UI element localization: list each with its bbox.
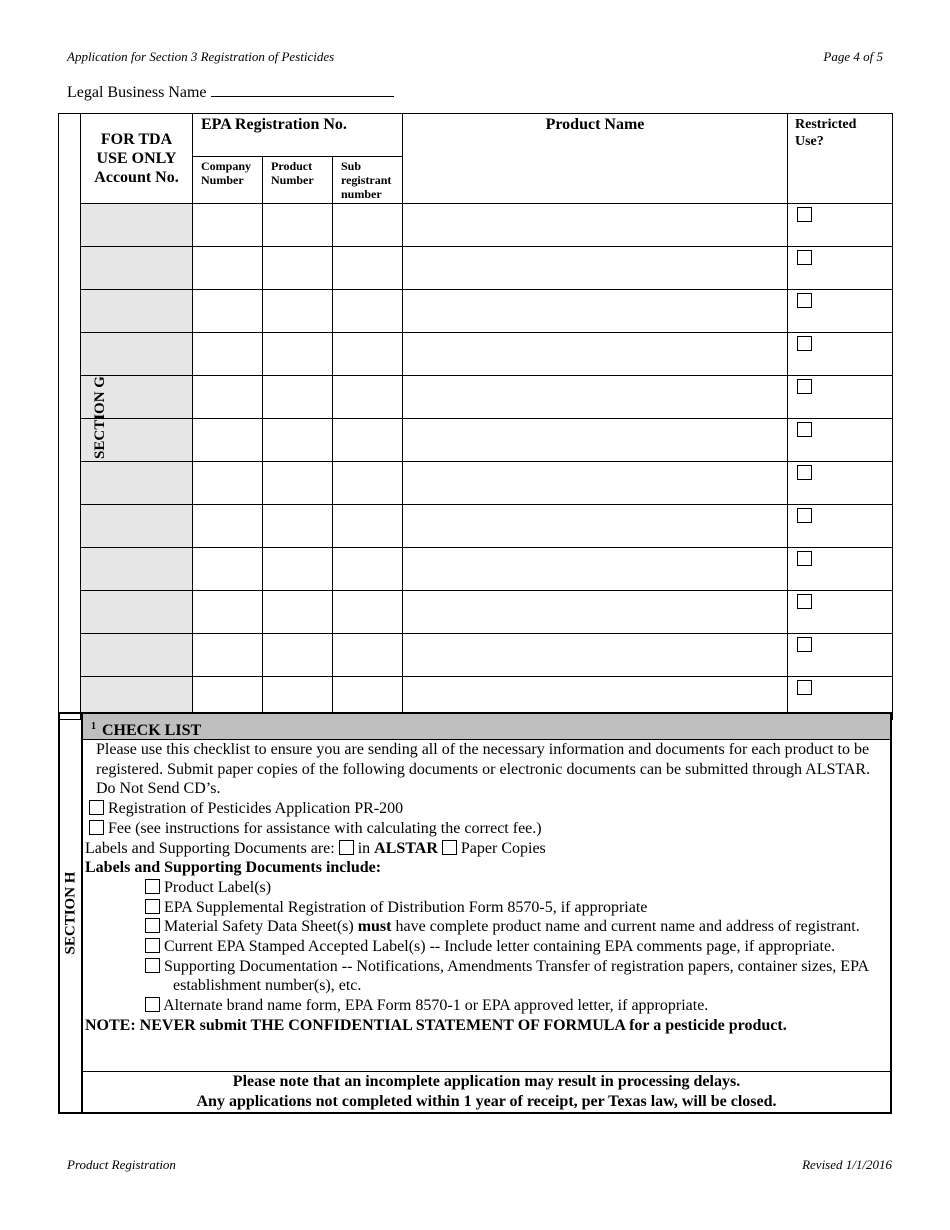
sub-registrant-header-line-1: Sub	[341, 159, 362, 173]
product-number-cell[interactable]	[263, 333, 333, 376]
pr200-label: Registration of Pesticides Application PR-200	[108, 800, 404, 818]
restricted-use-cell	[788, 548, 893, 591]
section-h-label: SECTION H	[62, 871, 78, 955]
msds-checkbox[interactable]	[145, 918, 160, 933]
epa-registration-header: EPA Registration No.	[193, 114, 403, 157]
restricted-use-cell	[788, 333, 893, 376]
table-row	[59, 247, 893, 290]
pr200-checkbox[interactable]	[89, 800, 104, 815]
section-g-label: SECTION G	[91, 375, 108, 459]
legal-business-name-row	[67, 82, 394, 102]
table-row	[59, 505, 893, 548]
tda-header-line-2: USE ONLY	[96, 150, 177, 167]
checklist-title-bar	[83, 714, 890, 740]
tda-account-cell	[81, 505, 193, 548]
table-row	[59, 376, 893, 419]
product-label-checkbox[interactable]	[145, 879, 160, 894]
checklist-sub-msds	[83, 917, 890, 937]
product-name-cell[interactable]	[403, 333, 788, 376]
product-name-cell[interactable]	[403, 376, 788, 419]
restricted-use-header	[788, 114, 893, 204]
product-number-cell[interactable]	[263, 634, 333, 677]
one-year-closure-notice: Any applications not completed within 1 year of receipt, per Texas law, will be closed.	[196, 1092, 777, 1110]
page-number: Page 4 of 5	[823, 49, 883, 64]
product-name-cell[interactable]	[403, 505, 788, 548]
restricted-use-checkbox[interactable]	[797, 379, 812, 394]
supporting-docs-text: Supporting Documentation -- Notifications, Amendments Transfer of registration papers, container sizes, EPA establishment number(s), etc.	[164, 957, 869, 995]
section-g-label-cell	[59, 114, 108, 720]
table-row	[59, 419, 893, 462]
product-name-cell[interactable]	[403, 462, 788, 505]
fee-label: Fee (see instructions for assistance with calculating the correct fee.)	[108, 819, 542, 837]
product-number-cell[interactable]	[263, 462, 333, 505]
paper-copies-checkbox[interactable]	[442, 840, 457, 855]
section-g-table	[58, 113, 893, 720]
tda-account-cell	[81, 333, 193, 376]
product-number-cell[interactable]	[263, 204, 333, 247]
tda-account-cell	[81, 591, 193, 634]
labels-include-heading: Labels and Supporting Documents include:	[85, 859, 382, 877]
table-row	[59, 634, 893, 677]
sub-registrant-cell[interactable]	[333, 333, 403, 376]
stamped-label-checkbox[interactable]	[145, 938, 160, 953]
form-title: Application for Section 3 Registration of Pesticides	[67, 49, 335, 64]
restricted-use-checkbox[interactable]	[797, 422, 812, 437]
tda-account-cell	[81, 247, 193, 290]
restricted-use-checkbox[interactable]	[797, 250, 812, 265]
restricted-use-cell	[788, 505, 893, 548]
restricted-header-line-1: Restricted	[795, 117, 857, 132]
checklist-title: CHECK LIST	[102, 722, 202, 739]
checklist-note: NOTE: NEVER submit THE CONFIDENTIAL STATEMENT OF FORMULA for a pesticide product.	[85, 1016, 787, 1034]
tda-account-cell	[81, 290, 193, 333]
table-row	[59, 462, 893, 505]
sub-registrant-cell[interactable]	[333, 419, 403, 462]
epa-supplemental-checkbox[interactable]	[145, 899, 160, 914]
alternate-brand-text: Alternate brand name form, EPA Form 8570-1 or EPA approved letter, if appropriate.	[163, 997, 709, 1015]
tda-account-cell	[81, 548, 193, 591]
product-name-cell[interactable]	[403, 419, 788, 462]
restricted-use-cell	[788, 290, 893, 333]
checklist-sub-product-label	[83, 878, 890, 898]
product-number-cell[interactable]	[263, 419, 333, 462]
section-h-checklist	[58, 712, 892, 1114]
paper-copies-label: Paper Copies	[460, 839, 546, 857]
checklist-intro: Please use this checklist to ensure you are sending all of the necessary information and documents for each product to be registered. Submit paper copies of the following documents or electronic documents can be submitted through ALSTAR. Do Not Send CD’s.	[96, 741, 871, 798]
checklist-item-fee	[83, 819, 890, 839]
tda-account-header	[81, 114, 193, 204]
product-number-cell[interactable]	[263, 591, 333, 634]
tda-account-cell	[81, 204, 193, 247]
company-number-cell[interactable]	[193, 247, 263, 290]
product-number-header-line-2: Number	[271, 173, 314, 187]
restricted-use-checkbox[interactable]	[797, 680, 812, 695]
footer-left: Product Registration	[67, 1157, 176, 1172]
table-row	[59, 290, 893, 333]
fee-checkbox[interactable]	[89, 820, 104, 835]
legal-business-name-field[interactable]	[211, 82, 394, 97]
msds-text-pre: Material Safety Data Sheet(s)	[164, 918, 354, 936]
company-number-cell[interactable]	[193, 548, 263, 591]
restricted-use-cell	[788, 634, 893, 677]
table-row	[59, 204, 893, 247]
checklist-sub-epa-supplemental	[83, 898, 890, 918]
restricted-use-checkbox[interactable]	[797, 508, 812, 523]
restricted-use-cell	[788, 591, 893, 634]
checklist-sub-stamped-label	[83, 937, 890, 957]
product-name-cell[interactable]	[403, 204, 788, 247]
sub-registrant-header	[333, 157, 403, 204]
alternate-brand-checkbox[interactable]	[145, 997, 160, 1012]
sub-registrant-cell[interactable]	[333, 634, 403, 677]
alstar-checkbox[interactable]	[339, 840, 354, 855]
restricted-use-cell	[788, 376, 893, 419]
footer-revised: Revised 1/1/2016	[802, 1157, 892, 1172]
restricted-use-cell	[788, 419, 893, 462]
product-name-cell[interactable]	[403, 591, 788, 634]
product-number-cell[interactable]	[263, 247, 333, 290]
legal-business-name-label: Legal Business Name	[67, 84, 207, 101]
sub-registrant-cell[interactable]	[333, 247, 403, 290]
table-row	[59, 548, 893, 591]
msds-text-must: must	[357, 918, 392, 936]
company-header-line-1: Company	[201, 159, 252, 173]
company-number-cell[interactable]	[193, 290, 263, 333]
company-number-cell[interactable]	[193, 591, 263, 634]
restricted-use-cell	[788, 247, 893, 290]
product-number-cell[interactable]	[263, 376, 333, 419]
restricted-use-cell	[788, 204, 893, 247]
checklist-content	[83, 740, 890, 1036]
restricted-use-checkbox[interactable]	[797, 465, 812, 480]
table-row	[59, 591, 893, 634]
restricted-use-cell	[788, 462, 893, 505]
checklist-footer	[83, 1071, 890, 1112]
labels-format-label: Labels and Supporting Documents are:	[85, 839, 335, 857]
company-number-cell[interactable]	[193, 376, 263, 419]
epa-supplemental-text: EPA Supplemental Registration of Distribution Form 8570-5, if appropriate	[164, 898, 648, 916]
restricted-use-checkbox[interactable]	[797, 637, 812, 652]
checklist-sub-alternate-brand	[83, 996, 890, 1016]
product-name-header: Product Name	[403, 114, 788, 204]
sub-registrant-cell[interactable]	[333, 376, 403, 419]
sub-registrant-header-line-2: registrant	[341, 173, 392, 187]
sub-registrant-cell[interactable]	[333, 462, 403, 505]
sub-registrant-cell[interactable]	[333, 290, 403, 333]
labels-format-row	[83, 839, 890, 859]
restricted-use-checkbox[interactable]	[797, 293, 812, 308]
company-number-cell[interactable]	[193, 204, 263, 247]
checklist-sub-supporting-docs	[83, 957, 890, 996]
section-h-label-cell	[60, 714, 83, 1112]
product-name-cell[interactable]	[403, 290, 788, 333]
tda-account-cell	[81, 634, 193, 677]
company-number-cell[interactable]	[193, 333, 263, 376]
tda-header-line-1: FOR TDA	[100, 131, 173, 148]
tda-account-cell	[81, 462, 193, 505]
restricted-use-checkbox[interactable]	[797, 594, 812, 609]
product-name-cell[interactable]	[403, 247, 788, 290]
company-number-cell[interactable]	[193, 505, 263, 548]
restricted-use-checkbox[interactable]	[797, 551, 812, 566]
alstar-in-text: in	[357, 839, 371, 857]
alstar-label: ALSTAR	[374, 839, 438, 857]
msds-text-post: have complete product name and current name and address of registrant.	[395, 918, 860, 936]
product-number-cell[interactable]	[263, 290, 333, 333]
checklist-item-pr200	[83, 799, 890, 819]
stamped-label-text: Current EPA Stamped Accepted Label(s) -- Include letter containing EPA comments page, if appropriate.	[164, 938, 836, 956]
sub-registrant-cell[interactable]	[333, 505, 403, 548]
company-number-cell[interactable]	[193, 462, 263, 505]
company-number-cell[interactable]	[193, 419, 263, 462]
sub-registrant-cell[interactable]	[333, 204, 403, 247]
company-number-header	[193, 157, 263, 204]
product-number-header-line-1: Product	[271, 159, 313, 173]
company-header-line-2: Number	[201, 173, 244, 187]
restricted-use-checkbox[interactable]	[797, 336, 812, 351]
product-number-cell[interactable]	[263, 505, 333, 548]
table-row	[59, 333, 893, 376]
sub-registrant-cell[interactable]	[333, 591, 403, 634]
product-number-cell[interactable]	[263, 548, 333, 591]
company-number-cell[interactable]	[193, 634, 263, 677]
checklist-footnote-marker: 1	[91, 721, 96, 732]
tda-header-line-3: Account No.	[94, 169, 179, 186]
incomplete-application-notice: Please note that an incomplete application may result in processing delays.	[232, 1073, 741, 1090]
product-label-text: Product Label(s)	[164, 878, 272, 896]
sub-registrant-cell[interactable]	[333, 548, 403, 591]
product-number-header	[263, 157, 333, 204]
restricted-use-checkbox[interactable]	[797, 207, 812, 222]
product-name-cell[interactable]	[403, 634, 788, 677]
product-name-cell[interactable]	[403, 548, 788, 591]
sub-registrant-header-line-3: number	[341, 187, 382, 201]
supporting-docs-checkbox[interactable]	[145, 958, 160, 973]
restricted-header-line-2: Use?	[795, 134, 824, 149]
